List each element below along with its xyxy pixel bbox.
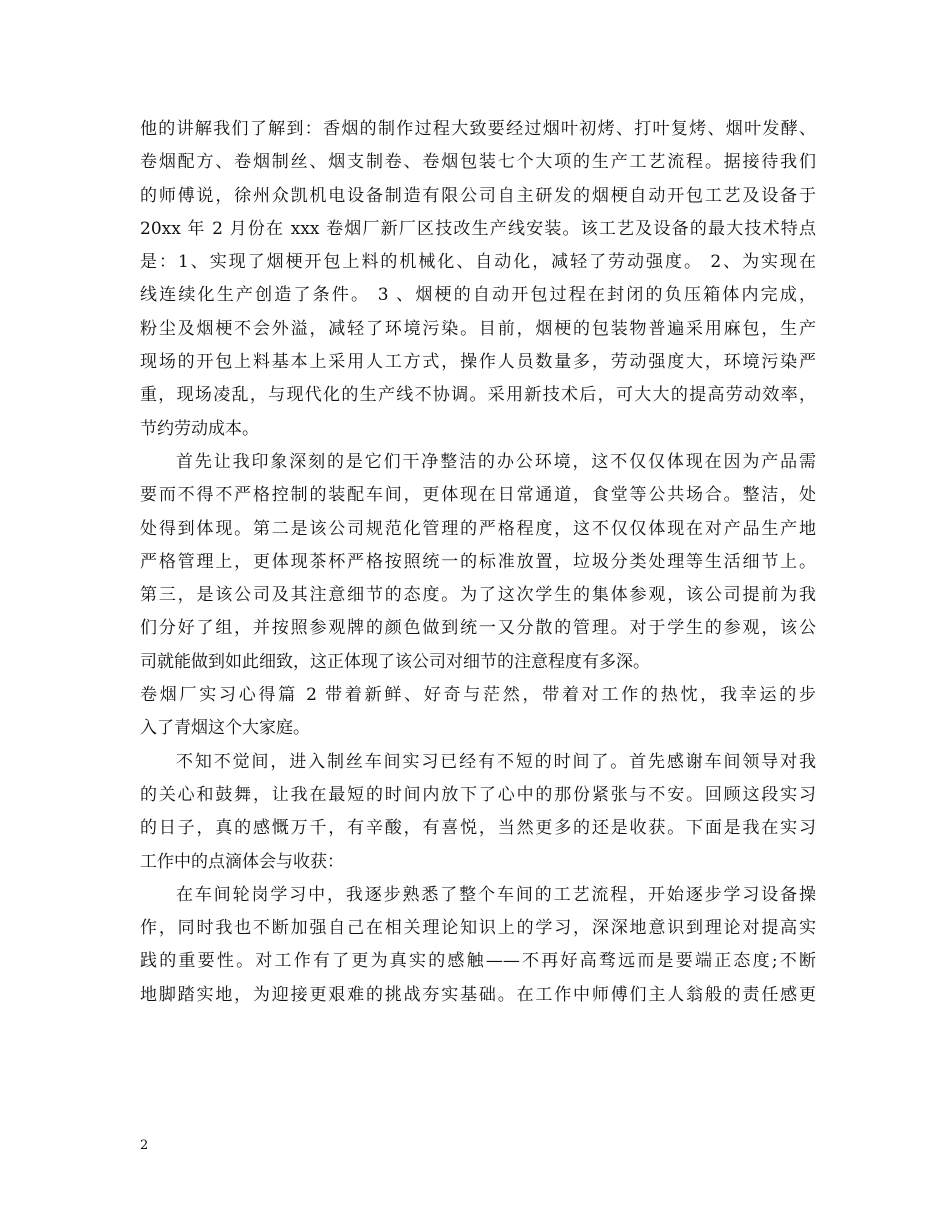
text-line: 他的讲解我们了解到：香烟的制作过程大致要经过烟叶初烤、打叶复烤、烟叶发酵、 (140, 119, 816, 139)
document-body (140, 113, 816, 1012)
text-line: 节约劳动成本。 (140, 418, 259, 439)
text-line: 粉尘及烟梗不会外溢，减轻了环境污染。目前，烟梗的包装物普遍采用麻包，生产 (140, 318, 816, 339)
text-line: 作，同时我也不断加强自己在相关理论知识上的学习，深深地意识到理论对提高实 (140, 918, 816, 939)
section-heading-line: 卷烟厂实习心得篇 2 带着新鲜、好奇与茫然，带着对工作的热忱，我幸运的步 (140, 685, 816, 706)
text-line: 司就能做到如此细致，这正体现了该公司对细节的注意程度有多深。 (140, 651, 650, 672)
text-line: 践的重要性。对工作有了更为真实的感触——不再好高骛远而是要端正态度;不断 (140, 951, 816, 972)
text-line: 地脚踏实地，为迎接更艰难的挑战夯实基础。在工作中师傅们主人翁般的责任感更 (140, 984, 816, 1005)
text-line: 们分好了组，并按照参观牌的颜色做到统一又分散的管理。对于学生的参观，该公 (140, 618, 816, 639)
text-line: 工作中的点滴体会与收获： (140, 851, 344, 872)
text-line: 处得到体现。第二是该公司规范化管理的严格程度，这不仅仅体现在对产品生产地 (140, 518, 816, 539)
text-line: 的关心和鼓舞，让我在最短的时间内放下了心中的那份紧张与不安。回顾这段实习 (140, 784, 816, 805)
text-line: 严格管理上，更体现茶杯严格按照统一的标准放置，垃圾分类处理等生活细节上。 (140, 551, 816, 572)
text-line: 入了青烟这个大家庭。 (140, 718, 310, 739)
text-line: 不知不觉间，进入制丝车间实习已经有不短的时间了。首先感谢车间领导对我 (176, 751, 816, 772)
text-line: 重，现场凌乱，与现代化的生产线不协调。采用新技术后，可大大的提高劳动效率， (140, 385, 816, 406)
text-line: 是：1、实现了烟梗开包上料的机械化、自动化，减轻了劳动强度。 2、为实现在 (140, 252, 816, 273)
text-line: 20xx 年 2 月份在 xxx 卷烟厂新厂区技改生产线安装。该工艺及设备的最大技术特点 (140, 218, 816, 239)
text-line: 现场的开包上料基本上采用人工方式，操作人员数量多，劳动强度大，环境污染严 (140, 352, 816, 373)
text-line: 要而不得不严格控制的装配车间，更体现在日常通道，食堂等公共场合。整洁，处 (140, 485, 816, 506)
text-line: 卷烟配方、卷烟制丝、烟支制卷、卷烟包装七个大项的生产工艺流程。据接待我们 (140, 152, 816, 173)
text-line: 的日子，真的感慨万千，有辛酸，有喜悦，当然更多的还是收获。下面是我在实习 (140, 818, 816, 839)
text-line: 第三，是该公司及其注意细节的态度。为了这次学生的集体参观，该公司提前为我 (140, 585, 816, 606)
text-line: 线连续化生产创造了条件。 3 、烟梗的自动开包过程在封闭的负压箱体内完成， (140, 285, 816, 306)
text-line: 的师傅说，徐州众凯机电设备制造有限公司自主研发的烟梗自动开包工艺及设备于 (140, 185, 816, 206)
text-line: 在车间轮岗学习中，我逐步熟悉了整个车间的工艺流程，开始逐步学习设备操 (176, 884, 816, 905)
page-number: 2 (140, 1138, 149, 1153)
text-line: 首先让我印象深刻的是它们干净整洁的办公环境，这不仅仅体现在因为产品需 (176, 451, 816, 472)
